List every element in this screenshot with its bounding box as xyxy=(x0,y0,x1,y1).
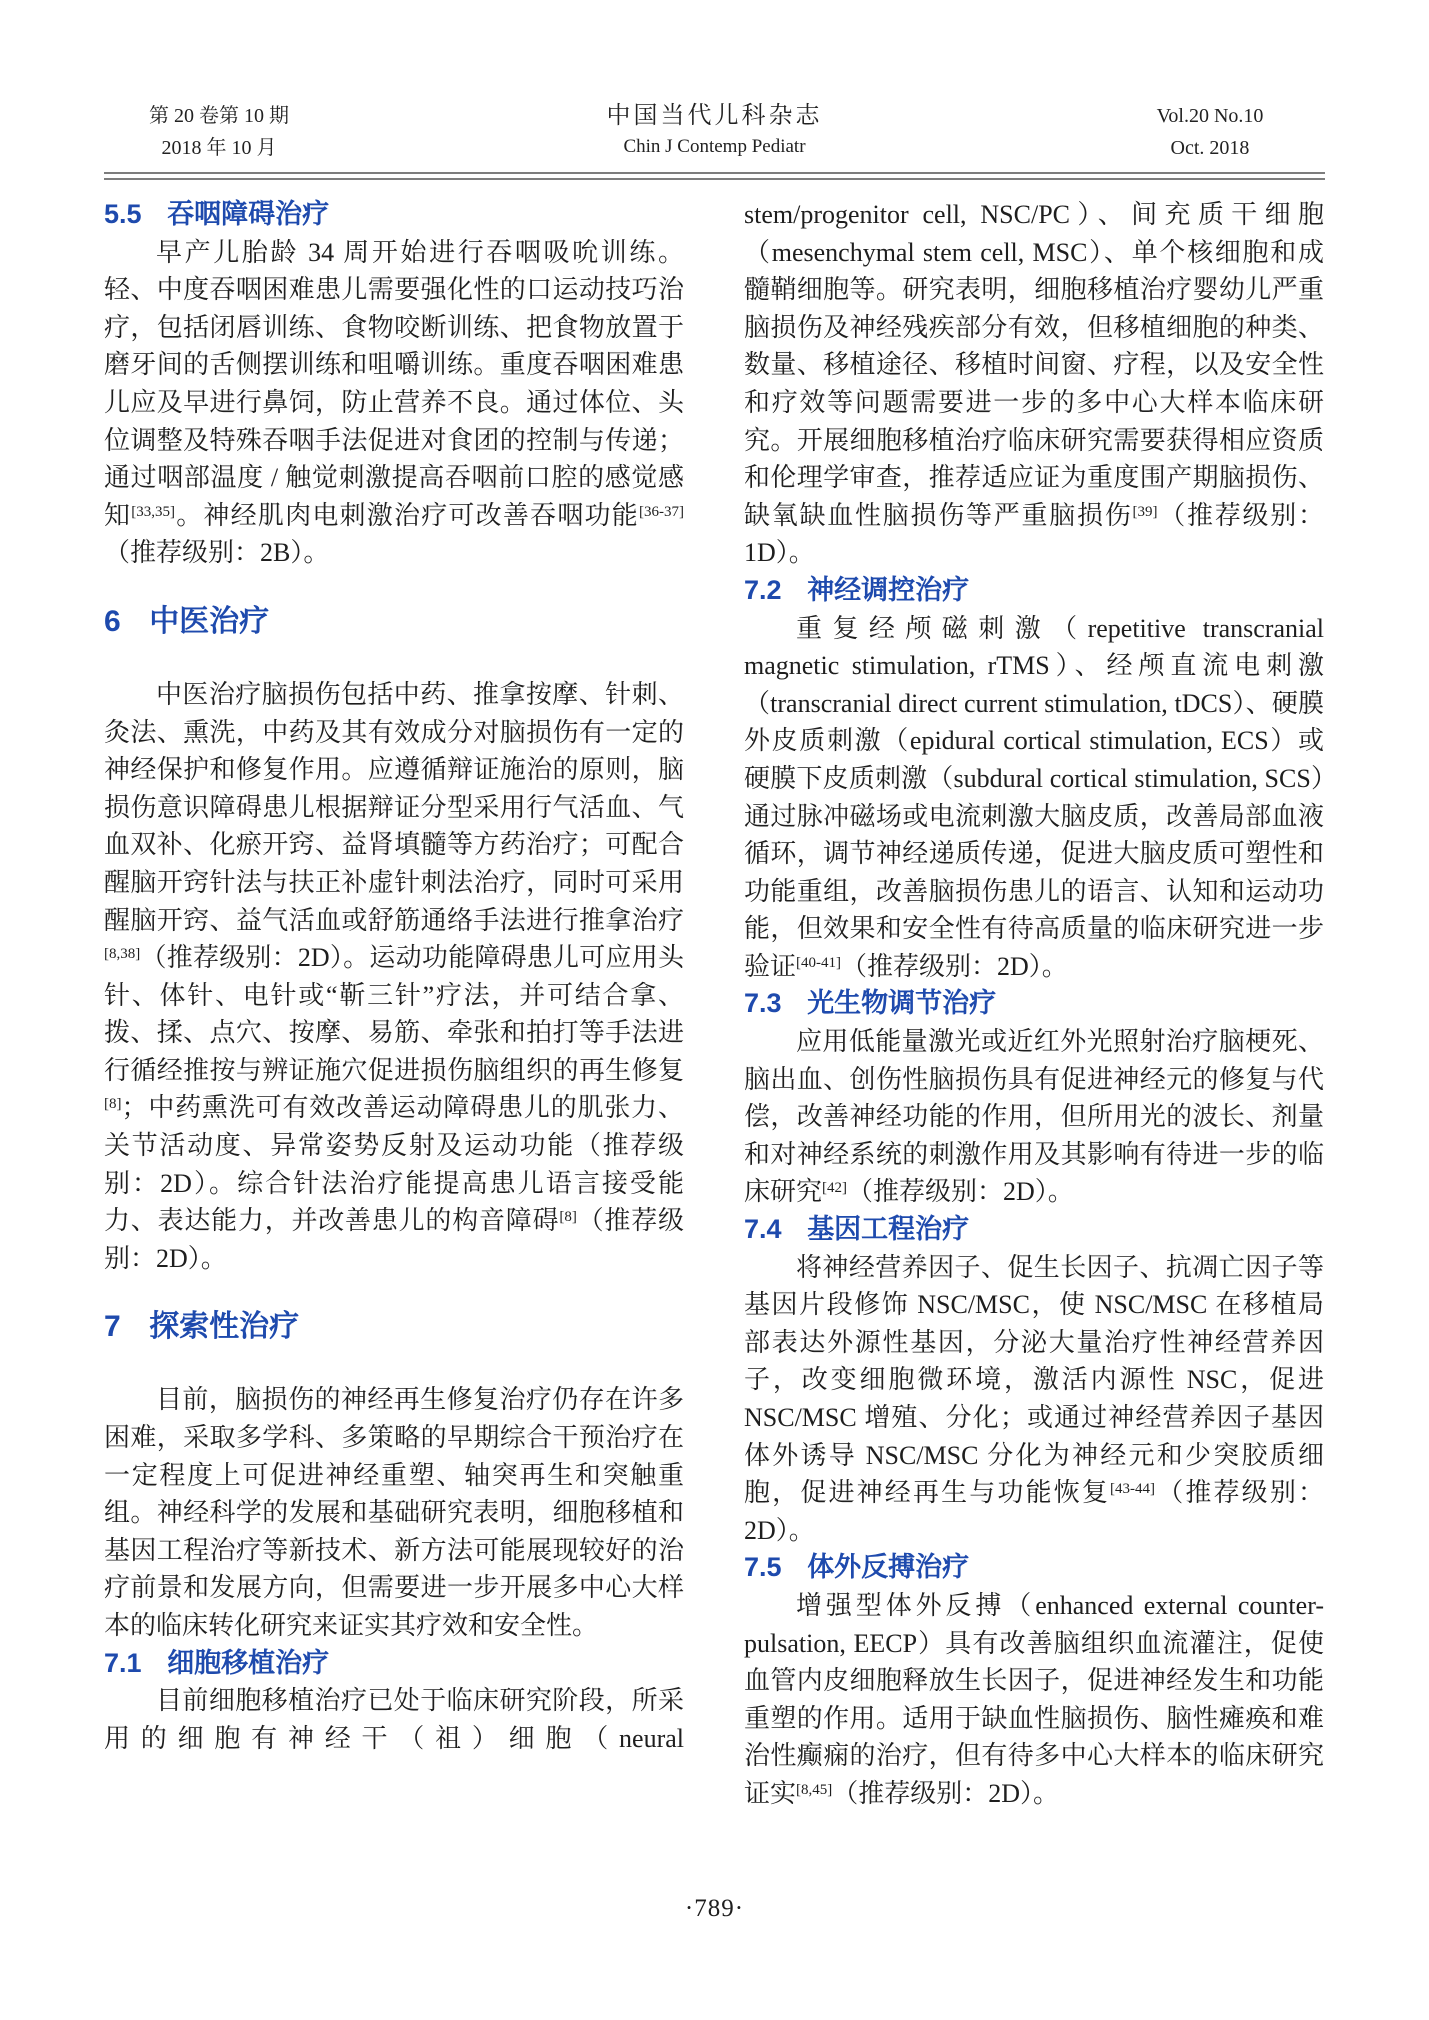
section-title: 吞咽障碍治疗 xyxy=(167,199,330,229)
column-left xyxy=(104,196,684,1813)
column-right xyxy=(744,196,1324,1813)
article-body xyxy=(104,196,1325,1813)
section-heading xyxy=(104,602,684,642)
page-header xyxy=(104,100,1325,164)
citation-reference: [8,45] xyxy=(796,1781,833,1798)
paragraph: 增强型体外反搏（enhanced external counter-pulsation, EECP）具有改善脑组织血流灌注，促使血管内皮细胞释放生长因子，促进神经发生和功能重塑的作用。适用于缺血性脑损伤、脑性瘫痪和难治性癫痫的治疗，但有待多中心大样本的临床研究证实[8,45]（推荐级别：2D）。 xyxy=(744,1590,1324,1808)
citation-reference: [42] xyxy=(822,1180,848,1197)
header-journal-title xyxy=(607,100,823,162)
section-title: 体外反搏治疗 xyxy=(807,1552,970,1583)
citation-reference: [8,38] xyxy=(104,946,141,963)
citation-reference: [8] xyxy=(104,1096,122,1113)
paragraph: stem/progenitor cell, NSC/PC）、间充质干细胞（mesenchymal stem cell, MSC）、单个核细胞和成髓鞘细胞等。研究表明，细胞移植治疗婴幼儿严重脑损伤及神经残疾部分有效，但移植细胞的种类、数量、移植途径、移植时间窗、疗程，以及安全性和疗效等问题需要进一步的多中心大样本临床研究。开展细胞移植治疗临床研究需要获得相应资质和伦理学审查，推荐适应证为重度围产期脑损伤、缺氧缺血性脑损伤等严重脑损伤[39]（推荐级别：1D）。 xyxy=(744,200,1324,568)
section-number: 6 xyxy=(104,604,121,638)
citation-reference: [39] xyxy=(1132,503,1158,520)
paragraph: 应用低能量激光或近红外光照射治疗脑梗死、脑出血、创伤性脑损伤具有促进神经元的修复与代偿，改善神经功能的作用，但所用光的波长、剂量和对神经系统的刺激作用及其影响有待进一步的临床研究[42]（推荐级别：2D）。 xyxy=(744,1027,1324,1207)
subsection-heading xyxy=(744,572,1324,610)
paragraph: 目前，脑损伤的神经再生修复治疗仍存在许多困难，采取多学科、多策略的早期综合干预治疗在一定程度上可促进神经重塑、轴突再生和突触重组。神经科学的发展和基础研究表明，细胞移植和基因工程治疗等新技术、新方法可能展现较好的治疗前景和发展方向，但需要进一步开展多中心大样本的临床转化研究来证实其疗效和安全性。 xyxy=(104,1385,684,1640)
header-issue-info xyxy=(104,100,334,164)
section-heading xyxy=(104,1307,684,1347)
section-number: 7.2 xyxy=(744,574,782,605)
paragraph: 中医治疗脑损伤包括中药、推拿按摩、针刺、灸法、熏洗，中药及其有效成分对脑损伤有一定的神经保护和修复作用。应遵循辩证施治的原则，脑损伤意识障碍患儿根据辩证分型采用行气活血、气血双补、化瘀开窍、益肾填髓等方药治疗；可配合醒脑开窍针法与扶正补虚针刺法治疗，同时可采用醒脑开窍、益气活血或舒筋通络手法进行推拿治疗[8,38]（推荐级别：2D）。运动功能障碍患儿可应用头针、体针、电针或“靳三针”疗法，并可结合拿、拨、揉、点穴、按摩、易筋、牵张和拍打等手法进行循经推按与辨证施穴促进损伤脑组织的再生修复[8]；中药熏洗可有效改善运动障碍患儿的肌张力、关节活动度、异常姿势反射及运动功能（推荐级别：2D）。综合针法治疗能提高患儿语言接受能力、表达能力，并改善患儿的构音障碍[8]（推荐级别：2D）。 xyxy=(104,679,684,1273)
issue-date-cn: 2018 年 10 月 xyxy=(161,137,277,159)
section-number: 7.1 xyxy=(104,1647,142,1678)
citation-reference: [40-41] xyxy=(796,954,842,971)
section-number: 7.5 xyxy=(744,1552,782,1583)
section-number: 7.3 xyxy=(744,988,782,1019)
subsection-heading xyxy=(744,985,1324,1023)
subsection-heading xyxy=(744,1549,1324,1587)
journal-title-cn: 中国当代儿科杂志 xyxy=(606,103,823,129)
page-number: ·789· xyxy=(684,1895,745,1922)
citation-reference: [8] xyxy=(559,1209,577,1226)
section-title: 神经调控治疗 xyxy=(807,574,970,605)
header-volume-info xyxy=(1095,100,1325,164)
section-title: 光生物调节治疗 xyxy=(807,988,997,1019)
section-title: 探索性治疗 xyxy=(149,1310,300,1344)
paragraph: 目前细胞移植治疗已处于临床研究阶段，所采用的细胞有神经干（祖）细胞（neural xyxy=(104,1686,684,1753)
header-double-rule xyxy=(104,172,1325,180)
paragraph: 早产儿胎龄 34 周开始进行吞咽吸吮训练。轻、中度吞咽困难患儿需要强化性的口运动技巧治疗，包括闭唇训练、食物咬断训练、把食物放置于磨牙间的舌侧摆训练和咀嚼训练。重度吞咽困难患儿应及早进行鼻饲，防止营养不良。通过体位、头位调整及特殊吞咽手法促进对食团的控制与传递；通过咽部温度 / 触觉刺激提高吞咽前口腔的感觉感知[33,35]。神经肌肉电刺激治疗可改善吞咽功能[36-37]（推荐级别：2B）。 xyxy=(104,237,684,568)
citation-reference: [36-37] xyxy=(638,503,684,520)
citation-reference: [43-44] xyxy=(1110,1481,1156,1498)
volume-number-en: Vol.20 No.10 xyxy=(1156,105,1264,127)
subsection-heading xyxy=(744,1211,1324,1249)
section-number: 5.5 xyxy=(104,199,142,229)
page-footer xyxy=(0,1895,1429,1923)
journal-title-en: Chin J Contemp Pediatr xyxy=(623,136,806,157)
subsection-heading xyxy=(104,196,684,234)
issue-date-en: Oct. 2018 xyxy=(1170,137,1250,159)
section-number: 7.4 xyxy=(744,1214,782,1245)
section-title: 中医治疗 xyxy=(149,604,270,638)
subsection-heading xyxy=(104,1645,684,1683)
section-title: 基因工程治疗 xyxy=(807,1214,970,1245)
paragraph: 将神经营养因子、促生长因子、抗凋亡因子等基因片段修饰 NSC/MSC，使 NSC/MSC 在移植局部表达外源性基因，分泌大量治疗性神经营养因子，改变细胞微环境，激活内源性 NSC，促进 NSC/MSC 增殖、分化；或通过神经营养因子基因体外诱导 NSC/MSC 分化为神经元和少突胶质细胞，促进神经再生与功能恢复[43-44]（推荐级别：2D）。 xyxy=(744,1252,1324,1545)
issue-volume-cn: 第 20 卷第 10 期 xyxy=(149,105,289,127)
section-number: 7 xyxy=(104,1310,121,1344)
citation-reference: [33,35] xyxy=(131,503,175,520)
paragraph: 重复经颅磁刺激（repetitive transcranial magnetic stimulation, rTMS）、经颅直流电刺激（transcranial direct current stimulation, tDCS）、硬膜外皮质刺激（epidural cortical stimulation, ECS）或硬膜下皮质刺激（subdural cortical stimulation, SCS）通过脉冲磁场或电流刺激大脑皮质，改善局部血液循环，调节神经递质传递，促进大脑皮质可塑性和功能重组，改善脑损伤患儿的语言、认知和运动功能，但效果和安全性有待高质量的临床研究进一步验证[40-41]（推荐级别：2D）。 xyxy=(744,613,1324,981)
section-title: 细胞移植治疗 xyxy=(167,1647,330,1678)
